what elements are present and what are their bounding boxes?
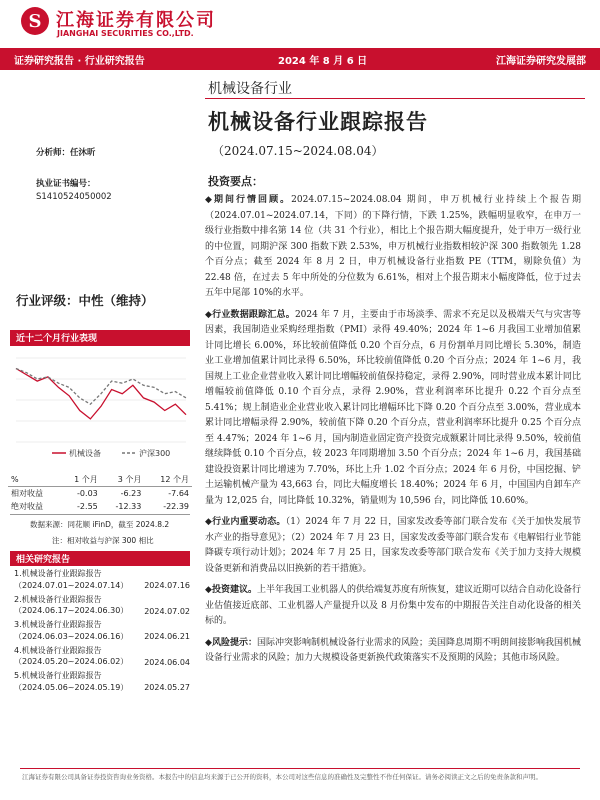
table-header-cell: % [11,475,19,484]
table-cell: -22.39 [163,502,189,511]
related-reports-list [14,568,190,696]
key-points-body [205,193,581,673]
performance-chart [12,352,190,464]
table-bottom-rule [10,514,190,515]
performance-table [8,473,192,513]
report-header-bar [0,48,600,70]
company-logo [20,6,50,36]
table-cell: 绝对收益 [11,502,43,511]
table-header-cell: 1 个月 [74,475,98,484]
report-date: 2024 年 8 月 6 日 [278,55,368,67]
title-rule [205,98,585,99]
analyst-name: 分析师：任沐昕 [36,148,96,158]
legend-label: 沪深300 [139,449,171,458]
industry-rating: 行业评级：中性（维持） [16,293,154,308]
footer-rule [20,768,580,769]
table-note: 注：相对收益与沪深 300 相比 [52,536,154,545]
chart-section-title: 近十二个月行业表现 [16,334,98,344]
bullet-industry-news: ◆行业内重要动态。（1）2024 年 7 月 22 日，国家发改委等部门联合发布《关于加快发展节水产业的指导意见》；（2）2024 年 7 月 23 日，国家发改委等部门联合发布《电解铝行业节能降碳专项行动计划》；2024 年 7 月 25 日，国家发改委等部门联合发布《关于加力支持大规模设备更新和消费品以旧换新的若干措施》。 [205,517,581,574]
bullet-market-review: ◆期间行情回顾。2024.07.15~2024.08.04 期间，申万机械行业持续上个报告期（2024.07.01~2024.07.14，下同）的下降行情，下跌 1.25%，跌幅明显收窄，在申万一级行业指数中排名第 14 位（共 31 个行业），相比上个报告期大幅度提升，处于申万一级行业的中位置，同期沪深 300 指数下跌 2.53%，申万机械行业指数相较沪深 300 指数领先 1.28 个百分点；截至 2024 年 8 月 2 日，申万机械设备行业指数 PE（TTM，剔除负值）为 22.48 倍，在过去 5 年中所处的分位数为 6.61%，相对上个报告期末小幅度降低，位于过去五年中尾部 10%的水平。 [205,195,581,298]
table-cell: -2.55 [77,502,98,511]
table-cell: 相对收益 [11,489,43,498]
key-points-heading: 投资要点： [208,175,263,188]
list-item[interactable]: 3.机械设备行业跟踪报告（2024.06.03~2024.06.16） 2024.06.21 [14,620,190,641]
report-type: 证券研究报告 · 行业研究报告 [14,55,145,67]
svg-text:S: S [28,11,42,32]
cert-number: S1410524050002 [36,192,112,202]
report-title: 机械设备行业跟踪报告 [208,109,428,134]
legend-label: 机械设备 [69,449,101,458]
table-header-row [8,473,192,487]
data-source: 数据来源：同花顺 iFinD，截至 2024.8.2 [30,520,170,529]
related-reports-title: 相关研究报告 [16,555,71,565]
table-cell: -0.03 [77,489,98,498]
table-cell: -7.64 [168,489,189,498]
bullet-risk-warning: ◆风险提示：国际冲突影响制机械设备行业需求的风险；美国降息周期不明朗间接影响我国机械设备行业需求的风险；加力大规模设备更新换代政策落实不及预期的风险；其他市场风险。 [205,637,581,663]
list-item[interactable]: 2.机械设备行业跟踪报告（2024.06.17~2024.06.30） 2024.07.02 [14,594,190,616]
table-cell: -6.23 [120,489,142,498]
bullet-data-tracking: ◆行业数据跟踪汇总。2024 年 7 月，主要由于市场淡季、需求不充足以及极端天气与灾害等因素，我国制造业采购经理指数（PMI）录得 49.40%；2024 年 1~6 月我国工业增加值累计同比增长 6.00%，环比较前值降低 0.20 个百分点，6 月份割单月同比增长 5.30%，制造业工业增加值累计同比录得 6.50%，环比较前值降低 0.20 个百分点；2024 年 1~6 月，我国规上工业企业营业收入累计同比增幅较前值保持稳定，录得 2.90%，同时营业成本累计同比增幅较前值降低 0.10 个百分点，录得 2.90%，营业利润率环比提升 0.22 个百分点至 5.41%；规上制造业企业营业收入累计同比增幅环比下降 0.20 个百分点至 3.00%，营业成本累计同比增幅录得 2.90%，较前值下降 0.20 个百分点，营业利润率环比提升 0.25 个百分点至 4.47%；2024 年 1~6 月，国内制造业固定资产投资完成额累计同比录得 9.50%，较前值继续降低 0.10 个百分点，较 2023 年同期增加 3.50 个百分点；2024 年 1~6 月，我国基础建设投资累计同比增速为 7.70%，环比上升 1.02 个百分点；2024 年 6 月份，中国挖掘、铲土运输机械产量为 43,663 台，同比大幅度增长 18.40%；2024 年 6 月，中国国内自卸车产量为 12,025 台，同比降低 10.32%，销量则为 10,596 台，同比降低 10.60%。 [205,309,581,506]
table-header-cell: 3 个月 [117,475,142,484]
industry-category: 机械设备行业 [208,81,292,97]
list-item[interactable]: 1.机械设备行业跟踪报告（2024.07.01~2024.07.14） 2024.07.16 [14,569,190,590]
bullet-investment-advice: ◆投资建议。上半年我国工业机器人的供给端复苏度有所恢复，建议近期可以结合自动化设备行业估值接近底部、工业机器人产量提升以及 8 月份集中发布的中期报告关注自动化设备的相关标的。 [205,585,581,626]
list-item[interactable]: 4.机械设备行业跟踪报告（2024.05.20~2024.06.02） 2024.06.04 [14,645,190,667]
cert-label: 执业证书编号： [36,179,96,189]
report-period: （2024.07.15~2024.08.04） [212,144,384,158]
series-line-1 [16,369,186,405]
table-row [8,487,192,501]
table-cell: -12.33 [115,502,142,511]
company-name-cn: 江海证券有限公司 [56,10,216,31]
list-item[interactable]: 5.机械设备行业跟踪报告（2024.05.06~2024.05.19） 2024.05.27 [14,671,190,692]
disclaimer: 江海证券有限公司具备证券投资咨询业务资格。本报告中的信息均来源于已公开的资料，本公司对这些信息的准确性及完整性不作任何保证。请务必阅读正文之后的免责条款和声明。 [22,773,542,781]
department: 江海证券研究发展部 [496,55,586,67]
table-row [8,500,192,513]
table-header-cell: 12 个月 [160,475,189,484]
company-name-en: JIANGHAI SECURITIES CO.,LTD. [57,29,194,38]
logo-icon [20,6,50,36]
